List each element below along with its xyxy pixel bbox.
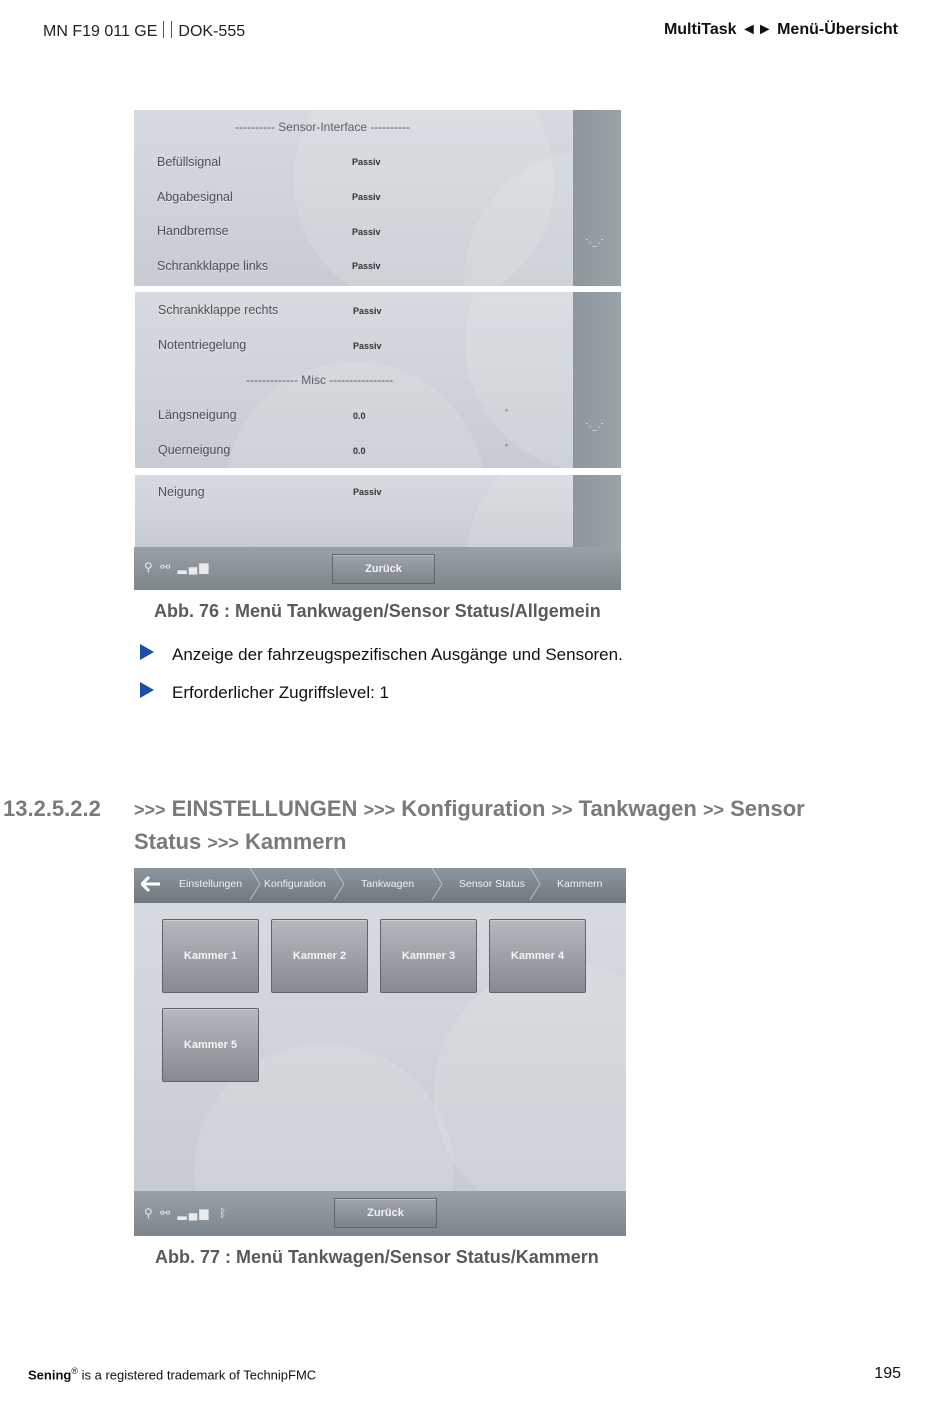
- scrollbar[interactable]: [573, 292, 621, 468]
- screen-footer-bar: [134, 1191, 626, 1236]
- bluetooth-icon: ᛒ: [219, 1206, 229, 1220]
- status-icons: ⚲ ⚯ ▂▄▆: [144, 560, 211, 574]
- row-label: Neigung: [158, 485, 205, 499]
- header-title: MultiTask ◄► Menü-Übersicht: [663, 21, 898, 38]
- kammer-4-button[interactable]: Kammer 4: [489, 919, 586, 993]
- row-label: Querneigung: [158, 443, 231, 457]
- breadcrumb-chevron-icon: [332, 868, 346, 900]
- breadcrumb-item[interactable]: Kammern: [557, 878, 603, 890]
- row-label: Befüllsignal: [157, 155, 221, 169]
- scrollbar[interactable]: [573, 475, 621, 547]
- section-number: 13.2.5.2.2: [3, 796, 101, 821]
- section-title-part: >>>: [207, 833, 239, 853]
- figure-77-screen: [134, 868, 626, 1236]
- breadcrumb-item[interactable]: Konfiguration: [264, 878, 326, 890]
- doc-code: MN F19 011 GE: [43, 23, 158, 40]
- row-unit: °: [505, 443, 509, 452]
- back-arrow-button[interactable]: [134, 868, 168, 900]
- gear-watermark-icon: [434, 963, 626, 1191]
- kammer-2-button[interactable]: Kammer 2: [271, 919, 368, 993]
- footer-trademark: [28, 1366, 316, 1382]
- registered-mark: ®: [71, 1366, 78, 1376]
- section-title-part: Sensor: [724, 796, 805, 821]
- page-number: 195: [874, 1365, 901, 1382]
- figure-76-caption: Abb. 76 : Menü Tankwagen/Sensor Status/Allgemein: [154, 601, 601, 621]
- row-value: Passiv: [352, 157, 381, 167]
- section-title: [134, 793, 874, 859]
- header-doc-id: [43, 21, 245, 41]
- row-label: Handbremse: [157, 224, 229, 238]
- kammer-1-button[interactable]: Kammer 1: [162, 919, 259, 993]
- status-icons: ⚲ ⚯ ▂▄▆: [144, 1206, 211, 1220]
- row-label: Abgabesignal: [157, 190, 233, 204]
- bullet-text: Erforderlicher Zugriffslevel: 1: [172, 683, 389, 702]
- bullet-text: Anzeige der fahrzeugspezifischen Ausgänge und Sensoren.: [172, 645, 623, 664]
- section-title-part: Status: [134, 829, 208, 854]
- breadcrumb-chevron-icon: [430, 868, 444, 900]
- kammer-3-button[interactable]: Kammer 3: [380, 919, 477, 993]
- figure-77-caption: Abb. 77 : Menü Tankwagen/Sensor Status/Kammern: [155, 1247, 599, 1267]
- section-title-part: Konfiguration: [395, 796, 552, 821]
- section-misc: ------------- Misc ----------------: [246, 373, 394, 387]
- row-label: Notentriegelung: [158, 338, 247, 352]
- breadcrumb-item[interactable]: Sensor Status: [459, 878, 525, 890]
- back-button[interactable]: Zurück: [334, 1198, 437, 1228]
- row-label: Längsneigung: [158, 408, 237, 422]
- section-title-part: Tankwagen: [572, 796, 703, 821]
- row-value: Passiv: [352, 261, 381, 271]
- header-separator: [163, 21, 172, 38]
- section-sensor-interface: ---------- Sensor-Interface ----------: [235, 120, 411, 134]
- breadcrumb-chevron-icon: [528, 868, 542, 900]
- doc-number: DOK-555: [178, 23, 246, 40]
- back-arrow-icon: [141, 876, 161, 892]
- scroll-down-icon[interactable]: ⋱⋰: [585, 238, 603, 249]
- section-title-part: >>>: [363, 800, 396, 820]
- section-title-part: >>: [551, 800, 573, 820]
- screen-footer-bar: [134, 547, 621, 590]
- sensor-list-page-1[interactable]: [134, 110, 621, 286]
- sensor-list-page-3[interactable]: [135, 475, 621, 547]
- brand-name: Sening: [28, 1367, 72, 1383]
- row-value: Passiv: [353, 306, 382, 316]
- kammer-5-button[interactable]: Kammer 5: [162, 1008, 259, 1082]
- row-unit: °: [505, 408, 509, 417]
- scroll-down-icon[interactable]: ⋱⋰: [585, 422, 603, 433]
- trademark-text: is a registered trademark of TechnipFMC: [77, 1367, 317, 1383]
- section-title-part: EINSTELLUNGEN: [165, 796, 364, 821]
- breadcrumb-item[interactable]: Tankwagen: [361, 878, 415, 890]
- kammern-panel: [134, 903, 626, 1191]
- row-value: 0.0: [353, 411, 366, 421]
- row-label: Schrankklappe links: [157, 259, 269, 273]
- section-title-part: >>: [702, 800, 724, 820]
- figure-76-screen: [134, 110, 621, 590]
- section-title-part: >>>: [134, 800, 166, 820]
- row-value: Passiv: [352, 227, 381, 237]
- sensor-list-page-2[interactable]: [135, 292, 621, 468]
- breadcrumb-chevron-icon: [248, 868, 262, 900]
- bullet-arrow-icon: [140, 682, 154, 698]
- row-value: Passiv: [353, 487, 382, 497]
- row-value: 0.0: [353, 446, 366, 456]
- bullet-arrow-icon: [140, 644, 154, 660]
- row-value: Passiv: [353, 341, 382, 351]
- scrollbar[interactable]: [573, 110, 621, 286]
- breadcrumb-item[interactable]: Einstellungen: [179, 878, 243, 890]
- row-value: Passiv: [352, 192, 381, 202]
- row-label: Schrankklappe rechts: [158, 303, 279, 317]
- section-title-part: Kammern: [238, 829, 347, 854]
- back-button[interactable]: Zurück: [332, 554, 435, 584]
- breadcrumb: [134, 868, 626, 903]
